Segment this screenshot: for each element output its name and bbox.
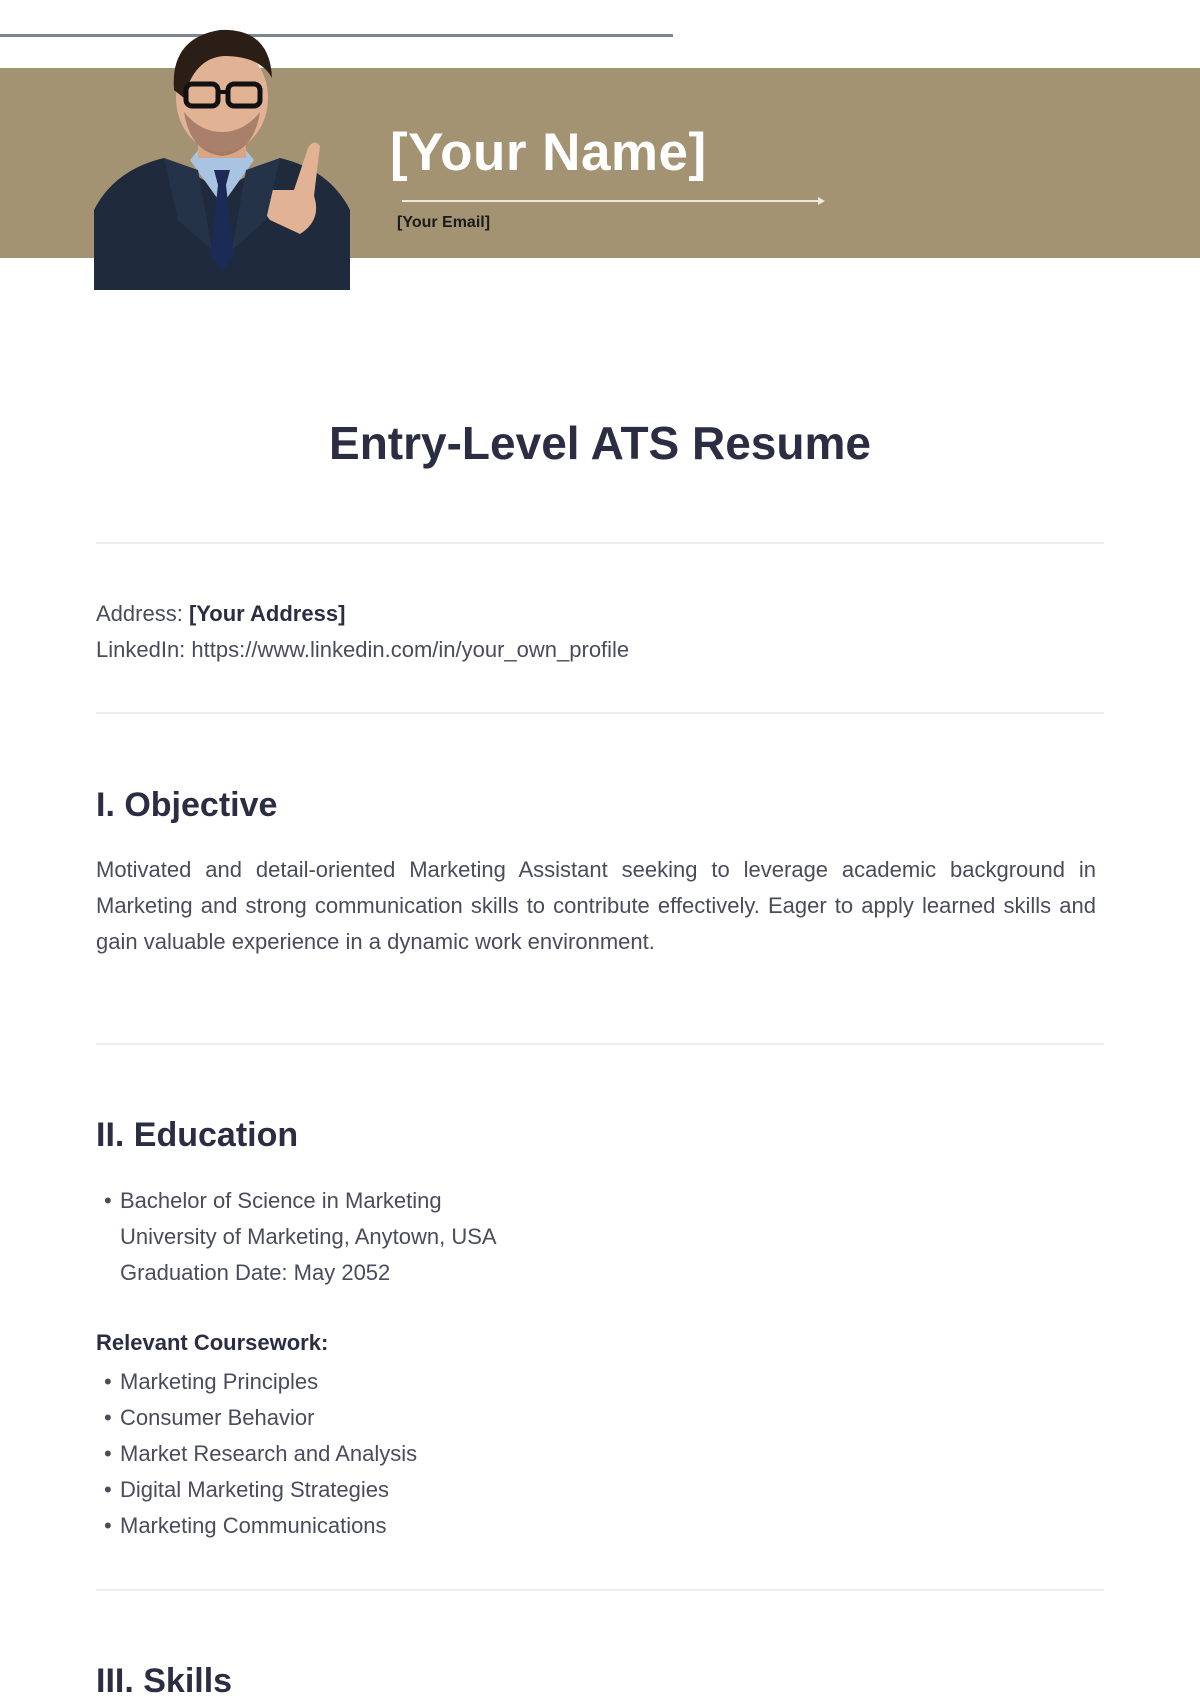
education-heading: II. Education xyxy=(96,1116,299,1154)
name-underline-arrow xyxy=(818,197,825,205)
linkedin-line xyxy=(96,632,629,668)
bullet-icon: • xyxy=(104,1477,112,1502)
bullet-icon: • xyxy=(104,1441,112,1466)
resume-name: [Your Name] xyxy=(390,123,707,182)
objective-text: Motivated and detail-oriented Marketing Assistant seeking to leverage academic background in Marketing and strong communication skills to contribute effectively. Eager to apply learned skills and gain valuable experience in a dynamic work environment. xyxy=(96,857,1096,954)
divider xyxy=(96,542,1104,544)
graduation-date: Graduation Date: May 2052 xyxy=(120,1260,391,1285)
list-item: • Market Research and Analysis xyxy=(104,1436,417,1472)
education-entry xyxy=(104,1183,497,1291)
list-item: • Digital Marketing Strategies xyxy=(104,1472,417,1508)
address-line xyxy=(96,596,629,632)
divider xyxy=(96,712,1104,714)
skills-heading: III. Skills xyxy=(96,1662,233,1700)
bullet-icon: • xyxy=(104,1405,112,1430)
list-item: • Marketing Communications xyxy=(104,1508,417,1544)
resume-email: [Your Email] xyxy=(397,214,491,231)
profile-photo xyxy=(94,20,350,290)
linkedin-label: LinkedIn: xyxy=(96,637,192,662)
bullet-icon: • xyxy=(104,1369,112,1394)
bullet-icon: • xyxy=(104,1188,112,1213)
coursework-list xyxy=(104,1364,417,1544)
divider xyxy=(96,1043,1104,1045)
list-item: • Consumer Behavior xyxy=(104,1400,417,1436)
coursework-label: Relevant Coursework: xyxy=(96,1330,329,1355)
address-value: [Your Address] xyxy=(188,601,346,626)
education-list xyxy=(104,1183,497,1291)
document-title: Entry-Level ATS Resume xyxy=(329,417,871,469)
university: University of Marketing, Anytown, USA xyxy=(120,1224,497,1249)
list-item: • Marketing Principles xyxy=(104,1364,417,1400)
address-label: Address: xyxy=(96,601,189,626)
contact-block xyxy=(96,596,629,668)
bullet-icon: • xyxy=(104,1513,112,1538)
objective-heading: I. Objective xyxy=(96,786,278,824)
linkedin-url[interactable]: https://www.linkedin.com/in/your_own_profile xyxy=(191,637,630,662)
name-underline xyxy=(402,200,822,202)
divider xyxy=(96,1589,1104,1591)
degree: Bachelor of Science in Marketing xyxy=(120,1188,442,1213)
